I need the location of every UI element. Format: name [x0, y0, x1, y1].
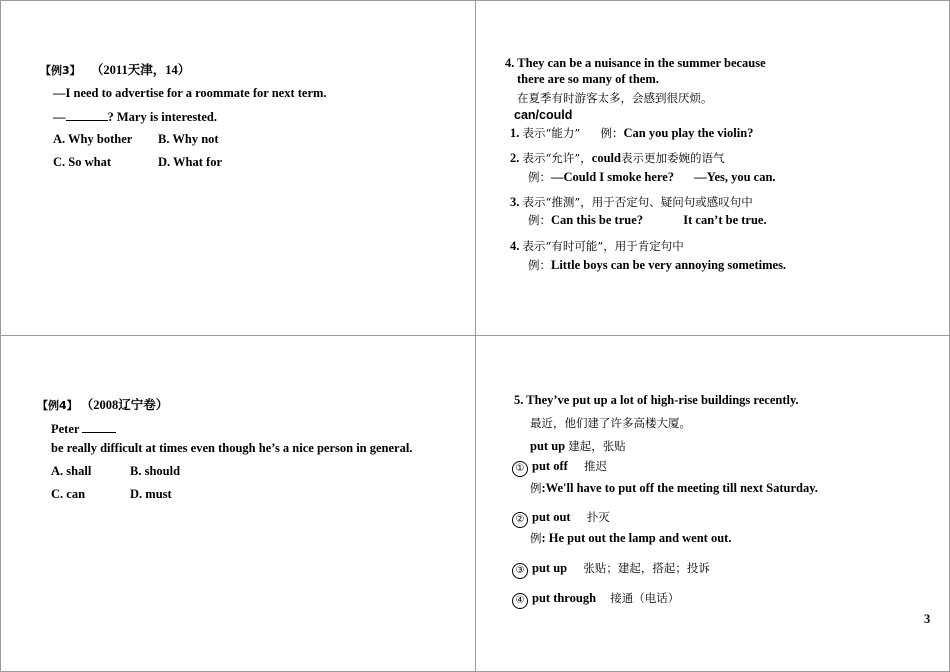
phrase: put off [532, 459, 568, 473]
option-c: C. So what [53, 155, 111, 169]
dialog-line-2 [53, 109, 217, 124]
usage-description: 表示“有时可能”，用于肯定句中 [522, 239, 684, 253]
meaning-2-example [530, 531, 731, 545]
page-number: 3 [924, 612, 931, 626]
sentence-5-translation: 最近，他们建了许多高楼大厦。 [530, 416, 691, 430]
meaning-1 [512, 459, 607, 477]
option-d: D. What for [158, 155, 223, 169]
answer-blank [66, 109, 108, 121]
usage-description: 表示“能力” [522, 126, 581, 140]
sentence-4-line-1: 4. They can be a nuisance in the summer because [505, 56, 766, 70]
usage-number: 3. [510, 195, 520, 209]
usage-3 [510, 195, 753, 209]
bracket-close: 】 [69, 64, 81, 77]
usage-number: 4. [510, 239, 520, 253]
horizontal-divider [0, 335, 950, 336]
circled-number: ④ [512, 593, 528, 609]
usage-example: Little boys can be very annoying sometimes. [551, 258, 787, 272]
example-label: 例： [528, 258, 551, 272]
example-3-header [40, 63, 190, 78]
section-heading: can/could [514, 108, 573, 122]
put-up-definition [530, 439, 626, 453]
usage-example: Can you play the violin? [623, 126, 754, 140]
option-c: C. can [51, 487, 86, 501]
usage-3-example [528, 213, 767, 227]
dash: — [53, 110, 66, 124]
usage-number: 2. [510, 151, 520, 165]
example-sentence: :We'll have to put off the meeting till next Saturday. [541, 481, 818, 495]
bracket-open: 【 [37, 399, 48, 412]
example-label: 例4 [48, 399, 67, 412]
sentence-4-translation: 在夏季有时游客太多，会感到很厌烦。 [517, 91, 713, 105]
phrase: put out [532, 510, 571, 524]
question-line-1 [51, 421, 116, 436]
phrase-meaning: 建起，张贴 [568, 439, 626, 453]
circled-number: ① [512, 461, 528, 477]
meaning-1-example [530, 481, 818, 495]
example-label: 例： [528, 170, 551, 184]
example-label: 例 [530, 481, 542, 495]
phrase-meaning: 张贴；建起，搭起；投诉 [583, 561, 710, 575]
bracket-open: 【 [40, 64, 51, 77]
phrase-meaning: 扑灭 [586, 510, 610, 524]
usage-keyword: could [591, 151, 621, 165]
meaning-3 [512, 561, 710, 579]
option-a: A. shall [51, 464, 92, 478]
phrase: put up [530, 439, 566, 453]
usage-description-cont: 表示更加委婉的语气 [620, 151, 725, 165]
circled-number: ③ [512, 563, 528, 579]
phrase-meaning: 推迟 [584, 459, 608, 473]
example-label: 例3 [51, 64, 70, 77]
dialog-line-1: —I need to advertise for a roommate for next term. [53, 86, 327, 100]
usage-example-question: —Could I smoke here? [551, 170, 675, 184]
phrase-meaning: 接通（电话） [610, 591, 680, 605]
option-d: D. must [130, 487, 172, 501]
question-line-2: be really difficult at times even though he’s a nice person in general. [51, 441, 413, 455]
example-label: 例 [530, 531, 542, 545]
meaning-4 [512, 591, 679, 609]
usage-description: 表示“推测”，用于否定句、疑问句或感叹句中 [522, 195, 753, 209]
usage-example-answer: It can’t be true. [683, 213, 767, 227]
option-a: A. Why bother [53, 132, 133, 146]
bracket-close: 】 [66, 399, 78, 412]
option-b: B. should [130, 464, 181, 478]
sentence-5: 5. They’ve put up a lot of high-rise buildings recently. [514, 393, 799, 407]
usage-4-example [528, 258, 786, 272]
example-source: （2011天津，14） [90, 63, 191, 77]
usage-4 [510, 239, 684, 253]
phrase: put up [532, 561, 568, 575]
usage-description: 表示“允许”， [522, 151, 592, 165]
phrase: put through [532, 591, 597, 605]
example-label: 例： [528, 213, 551, 227]
example-4-header [37, 398, 168, 413]
example-source: （2008辽宁卷） [80, 398, 169, 412]
usage-number: 1. [510, 126, 520, 140]
usage-2 [510, 151, 724, 165]
circled-number: ② [512, 512, 528, 528]
vertical-divider [475, 0, 476, 672]
meaning-2 [512, 510, 610, 528]
option-b: B. Why not [158, 132, 219, 146]
example-sentence: : He put out the lamp and went out. [541, 531, 732, 545]
question-subject: Peter [51, 422, 80, 436]
answer-blank [82, 421, 116, 433]
usage-1 [510, 126, 753, 140]
sentence-4-line-2: there are so many of them. [517, 72, 659, 86]
usage-example-question: Can this be true? [551, 213, 644, 227]
usage-example-answer: —Yes, you can. [694, 170, 776, 184]
usage-2-example [528, 170, 776, 184]
example-label: 例： [600, 126, 624, 140]
dialog-line-2-text: ? Mary is interested. [107, 110, 217, 124]
